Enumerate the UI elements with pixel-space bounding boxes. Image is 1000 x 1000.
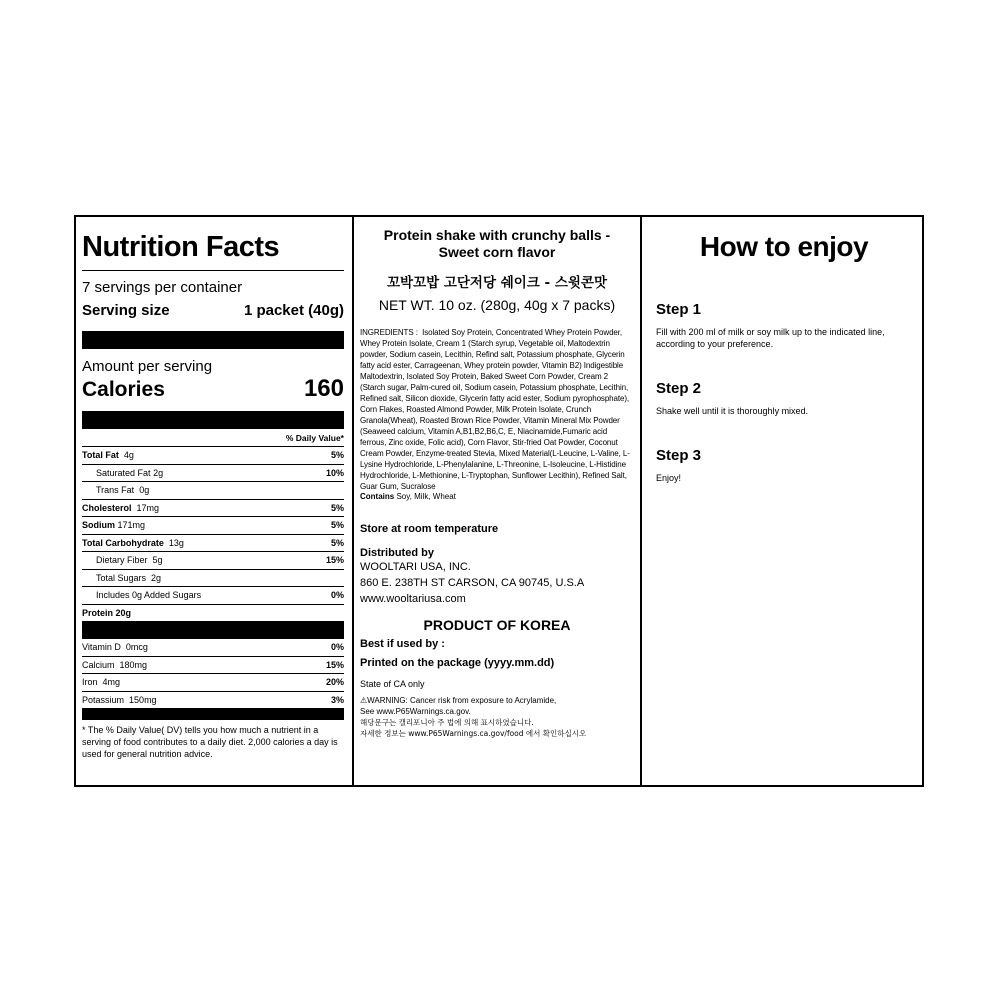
- nutrient-name: Saturated Fat: [96, 467, 151, 478]
- distributed-by-heading: Distributed by: [360, 547, 434, 559]
- nutrient-name: Dietary Fiber: [96, 555, 148, 565]
- vitamin-amount: 150mg: [129, 694, 157, 705]
- serving-size-label: Serving size: [82, 302, 170, 319]
- step-3: [656, 447, 912, 484]
- daily-value-footnote: * The % Daily Value( DV) tells you how much a nutrient in a serving of food contributes to a daily diet. 2,000 calories a day is used for general nutrition advice.: [82, 725, 338, 759]
- vitamin-row: [82, 657, 344, 675]
- nutrient-row: [82, 570, 344, 588]
- best-if-used-by: Best if used by :: [360, 638, 445, 650]
- nutrient-amount: 4g: [123, 450, 134, 460]
- nutrient-amount: 2g: [151, 572, 162, 583]
- step-heading: Step 2: [656, 380, 702, 397]
- nutrient-row: [82, 482, 344, 500]
- state-notice: State of CA only: [360, 679, 425, 689]
- nutrient-row: [82, 500, 344, 518]
- daily-value-header: % Daily Value*: [82, 429, 344, 447]
- nutrient-amount: 20g: [115, 607, 132, 618]
- nutrient-name: Cholesterol: [82, 502, 132, 513]
- vitamin-dv: 0%: [330, 642, 344, 652]
- storage-instructions: Store at room temperature: [360, 523, 499, 535]
- nutrient-row: [82, 587, 344, 605]
- servings-per-container: 7 servings per container: [82, 279, 243, 296]
- step-heading: Step 1: [656, 301, 702, 318]
- vitamin-row: [82, 692, 344, 709]
- country-of-origin: PRODUCT OF KOREA: [423, 617, 571, 633]
- nutrient-dv: 5%: [330, 450, 344, 460]
- nutrient-name: Total Fat: [82, 450, 119, 460]
- product-title-line-1: Protein shake with crunchy balls -: [383, 227, 611, 243]
- nutrient-name: Total Sugars: [96, 572, 147, 583]
- vitamin-name: Calcium: [82, 659, 115, 670]
- warning-line-1: ⚠WARNING: Cancer risk from exposure to Acrylamide,: [360, 696, 557, 705]
- vitamin-amount: 4mg: [102, 677, 121, 687]
- product-title-line-2: Sweet corn flavor: [438, 244, 556, 260]
- allergen-statement: [360, 492, 634, 501]
- nutrient-amount: 171mg: [117, 520, 146, 530]
- net-weight: NET WT. 10 oz. (280g, 40g x 7 packs): [378, 297, 616, 313]
- thick-divider: [82, 331, 344, 349]
- date-printed-note: Printed on the package (yyyy.mm.dd): [360, 657, 555, 669]
- step-heading: Step 3: [656, 447, 702, 464]
- vitamin-row: [82, 639, 344, 657]
- calories-row: [82, 375, 344, 411]
- distributor-name: WOOLTARI USA, INC.: [360, 561, 471, 573]
- nutrient-row: [82, 465, 344, 483]
- calories-label: Calories: [82, 378, 165, 401]
- nutrient-amount: 2g: [153, 467, 164, 478]
- serving-size-value: 1 packet (40g): [243, 302, 344, 319]
- nutrient-name: Protein: [82, 607, 114, 618]
- nutrient-row: [82, 605, 344, 622]
- nutrient-row: [82, 535, 344, 553]
- product-title-ko: 꼬박꼬밥 고단저당 쉐이크 - 스윗콘맛: [386, 275, 608, 291]
- step-text: Enjoy!: [656, 473, 682, 483]
- vitamin-amount: 0mcg: [125, 642, 148, 652]
- vitamin-name: Iron: [82, 677, 98, 687]
- nutrient-dv: 5%: [330, 520, 344, 530]
- thick-divider: [82, 411, 344, 429]
- nutrient-row: [82, 447, 344, 465]
- thick-divider: [82, 708, 344, 720]
- nutrient-row: [82, 517, 344, 535]
- nutrient-dv: 10%: [325, 467, 344, 478]
- nutrient-amount: 13g: [168, 537, 184, 548]
- contains-text: Soy, Milk, Wheat: [396, 492, 456, 501]
- vitamin-row: [82, 674, 344, 692]
- product-info-panel: [354, 217, 642, 785]
- vitamin-amount: 180mg: [119, 659, 148, 670]
- calories-value: 160: [303, 375, 344, 402]
- contains-label: Contains: [360, 492, 395, 501]
- step-1: [656, 301, 912, 350]
- nutrient-amount: 17mg: [136, 502, 160, 513]
- prop65-warning: [360, 695, 634, 739]
- distributor-address: 860 E. 238TH ST CARSON, CA 90745, U.S.A: [360, 577, 585, 589]
- product-label-panel: [74, 215, 924, 787]
- nutrition-facts-title: Nutrition Facts: [82, 231, 280, 263]
- how-to-enjoy-panel: [642, 217, 922, 785]
- step-2: [656, 380, 912, 417]
- vitamin-dv: 3%: [330, 694, 344, 705]
- warning-ko-line-2: 자세한 정보는 www.P65Warnings.ca.gov/food 에서 확인하십시오: [360, 729, 587, 738]
- nutrient-name: Sodium: [82, 520, 115, 530]
- nutrient-dv: 0%: [330, 590, 344, 600]
- nutrient-name: Trans Fat: [96, 485, 135, 495]
- serving-size-row: [82, 296, 344, 331]
- warning-line-2: See www.P65Warnings.ca.gov.: [360, 707, 471, 716]
- vitamin-dv: 15%: [325, 659, 344, 670]
- step-text: Fill with 200 ml of milk or soy milk up to the indicated line, according to your preference.: [656, 327, 885, 349]
- nutrient-dv: 5%: [330, 537, 344, 548]
- nutrient-amount: 0g: [139, 485, 150, 495]
- product-title-en: [360, 227, 634, 261]
- thick-divider: [82, 621, 344, 639]
- nutrient-dv: 5%: [330, 502, 344, 513]
- vitamin-name: Potassium: [82, 694, 125, 705]
- vitamin-name: Vitamin D: [82, 642, 121, 652]
- how-to-enjoy-title: How to enjoy: [699, 231, 869, 262]
- nutrient-name: Includes 0g Added Sugars: [96, 590, 202, 600]
- warning-ko-line-1: 해당문구는 캘리포니아 주 법에 의해 표시하였습니다.: [360, 718, 534, 727]
- amount-per-serving: Amount per serving: [82, 358, 213, 375]
- distributor-website: www.wooltariusa.com: [360, 593, 466, 605]
- nutrient-name: Total Carbohydrate: [82, 537, 164, 548]
- ingredients-text: Isolated Soy Protein, Concentrated Whey Protein Powder, Whey Protein Isolate, Cream 1 (Starch syrup, Vegetable oil, Maltodextrin powder, Sodium casein, Lecithin, Refind salt, Potassium phosphate, Glycerin fatty acid ester, Carrageenan, Whey protein powder, Vitamin B2) Indigestible Maltodextrin, Isolated Soy Protein, Baked Sweet Corn Powder, Cream 2 (Starch sugar, Palm-cured oil, Sodium casein, Potassium phosphate, Lecithin, Refined salt, Silicon dioxide, Glycerin fatty acid ester, Sodium pyrophosphate), Corn Flakes, Roasted Almond Powder, Milk Protein Isolate, Crunch Granola(Wheat), Roasted Brown Rice Powder, Vitamin Mineral Mix Powder (Seaweed calcium, Vitamin A,B1,B2,B6,C, E, Niacinamide,Fumaric acid ferrous, Zinc oxide, Folic acid), Corn Flavor, Stir-fried Oat Powder, Coconut Cream Powder, Enzyme-treated Stevia, Mixed Material(L-Leucine, L-Valine, L-Lysine Hydrochloride, L-Phenylalanine, L-Threonine, L-Isoleucine, L-Histidine Hydrochloride, L-Methionine, L-Tryptophan, Sunflower Lecithin), Refined Salt, Guar Gum, Sucralose: [360, 328, 630, 491]
- vitamin-dv: 20%: [325, 677, 344, 687]
- nutrient-amount: 5g: [152, 555, 163, 565]
- ingredients-label: INGREDIENTS :: [360, 328, 418, 337]
- ingredients-list: [360, 327, 634, 492]
- nutrient-row: [82, 552, 344, 570]
- step-text: Shake well until it is thoroughly mixed.: [656, 406, 809, 416]
- nutrition-facts-panel: [76, 217, 354, 785]
- nutrient-dv: 15%: [325, 555, 344, 565]
